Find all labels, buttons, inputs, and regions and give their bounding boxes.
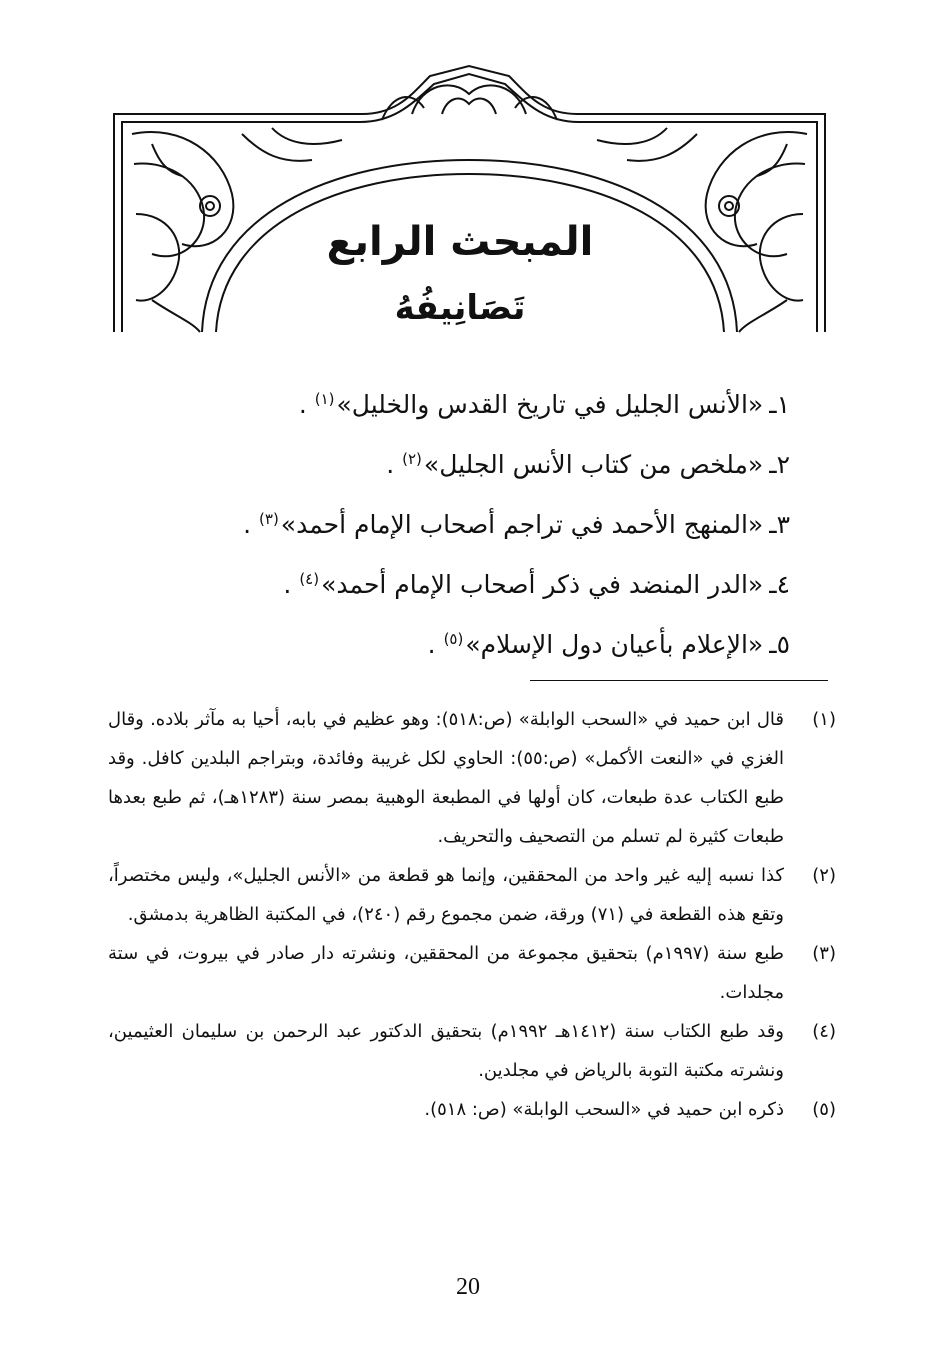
footnote	[108, 1012, 836, 1090]
footnote-number: (١)	[812, 709, 836, 730]
list-item	[150, 558, 790, 618]
footnotes	[108, 700, 836, 1129]
work-end: .	[386, 450, 403, 479]
work-end: .	[298, 390, 315, 419]
work-number: ١ـ	[769, 390, 790, 419]
work-end: .	[283, 570, 300, 599]
works-list	[150, 378, 790, 678]
footnote-text: وقد طبع الكتاب سنة (١٤١٢هـ ١٩٩٢م) بتحقيق الدكتور عبد الرحمن بن سليمان العثيمين، ونشرته مكتبة التوبة بالرياض في مجلدين.	[108, 1021, 784, 1081]
footnote	[108, 1090, 836, 1129]
chapter-subtitle: تَصَانِيفُهُ	[394, 288, 526, 328]
footnote	[108, 700, 836, 856]
work-number: ٢ـ	[769, 450, 790, 479]
footnote-text: طبع سنة (١٩٩٧م) بتحقيق مجموعة من المحققين، ونشرته دار صادر في بيروت، في ستة مجلدات.	[108, 943, 784, 1003]
work-title: «المنهج الأحمد في تراجم أصحاب الإمام أحمد»	[280, 510, 764, 539]
list-item	[150, 378, 790, 438]
footnote-number: (٢)	[812, 865, 836, 886]
footnote	[108, 934, 836, 1012]
page-number: 20	[456, 1274, 480, 1300]
work-title: «الإعلام بأعيان دول الإسلام»	[465, 630, 764, 659]
work-title: «الأنس الجليل في تاريخ القدس والخليل»	[336, 390, 764, 419]
work-number: ٣ـ	[769, 510, 790, 539]
footnote-text: قال ابن حميد في «السحب الوابلة» (ص:٥١٨): وهو عظيم في بابه، أحيا به مآثر بلاده. وقال الغزي في «النعت الأكمل» (ص:٥٥): الحاوي لكل غريبة وفائدة، وبتراجم البلدين كافل. وقد طبع الكتاب عدة طبعات، كان أولها في المطبعة الوهبية بمصر سنة (١٢٨٣هـ)، ثم طبع بعدها طبعات كثيرة لم تسلم من التصحيف والتحريف.	[108, 709, 784, 847]
footnote-separator	[530, 680, 828, 681]
footnote-ref: (١)	[314, 389, 335, 408]
footnote-number: (٤)	[812, 1021, 836, 1042]
footnote	[108, 856, 836, 934]
list-item	[150, 618, 790, 678]
footnote-text: ذكره ابن حميد في «السحب الوابلة» (ص: ٥١٨).	[424, 1099, 784, 1120]
chapter-title: المبحث الرابع	[326, 219, 594, 265]
work-number: ٥ـ	[769, 630, 790, 659]
work-title: «ملخص من كتاب الأنس الجليل»	[423, 450, 764, 479]
footnote-ref: (٣)	[259, 509, 279, 528]
footnote-ref: (٥)	[443, 629, 464, 648]
list-item	[150, 498, 790, 558]
footnote-number: (٥)	[812, 1099, 836, 1120]
work-end: .	[427, 630, 444, 659]
work-title: «الدر المنضد في ذكر أصحاب الإمام أحمد»	[321, 570, 764, 599]
work-number: ٤ـ	[769, 570, 790, 599]
footnote-text: كذا نسبه إليه غير واحد من المحققين، وإنما هو قطعة من «الأنس الجليل»، وليس مختصراً، وتقع هذه القطعة في (٧١) ورقة، ضمن مجموع رقم (٢٤٠)، في المكتبة الظاهرية بدمشق.	[108, 865, 784, 925]
footnote-ref: (٤)	[299, 569, 320, 588]
footnote-number: (٣)	[812, 943, 836, 964]
list-item	[150, 438, 790, 498]
work-end: .	[243, 510, 260, 539]
footnote-ref: (٢)	[402, 449, 422, 468]
